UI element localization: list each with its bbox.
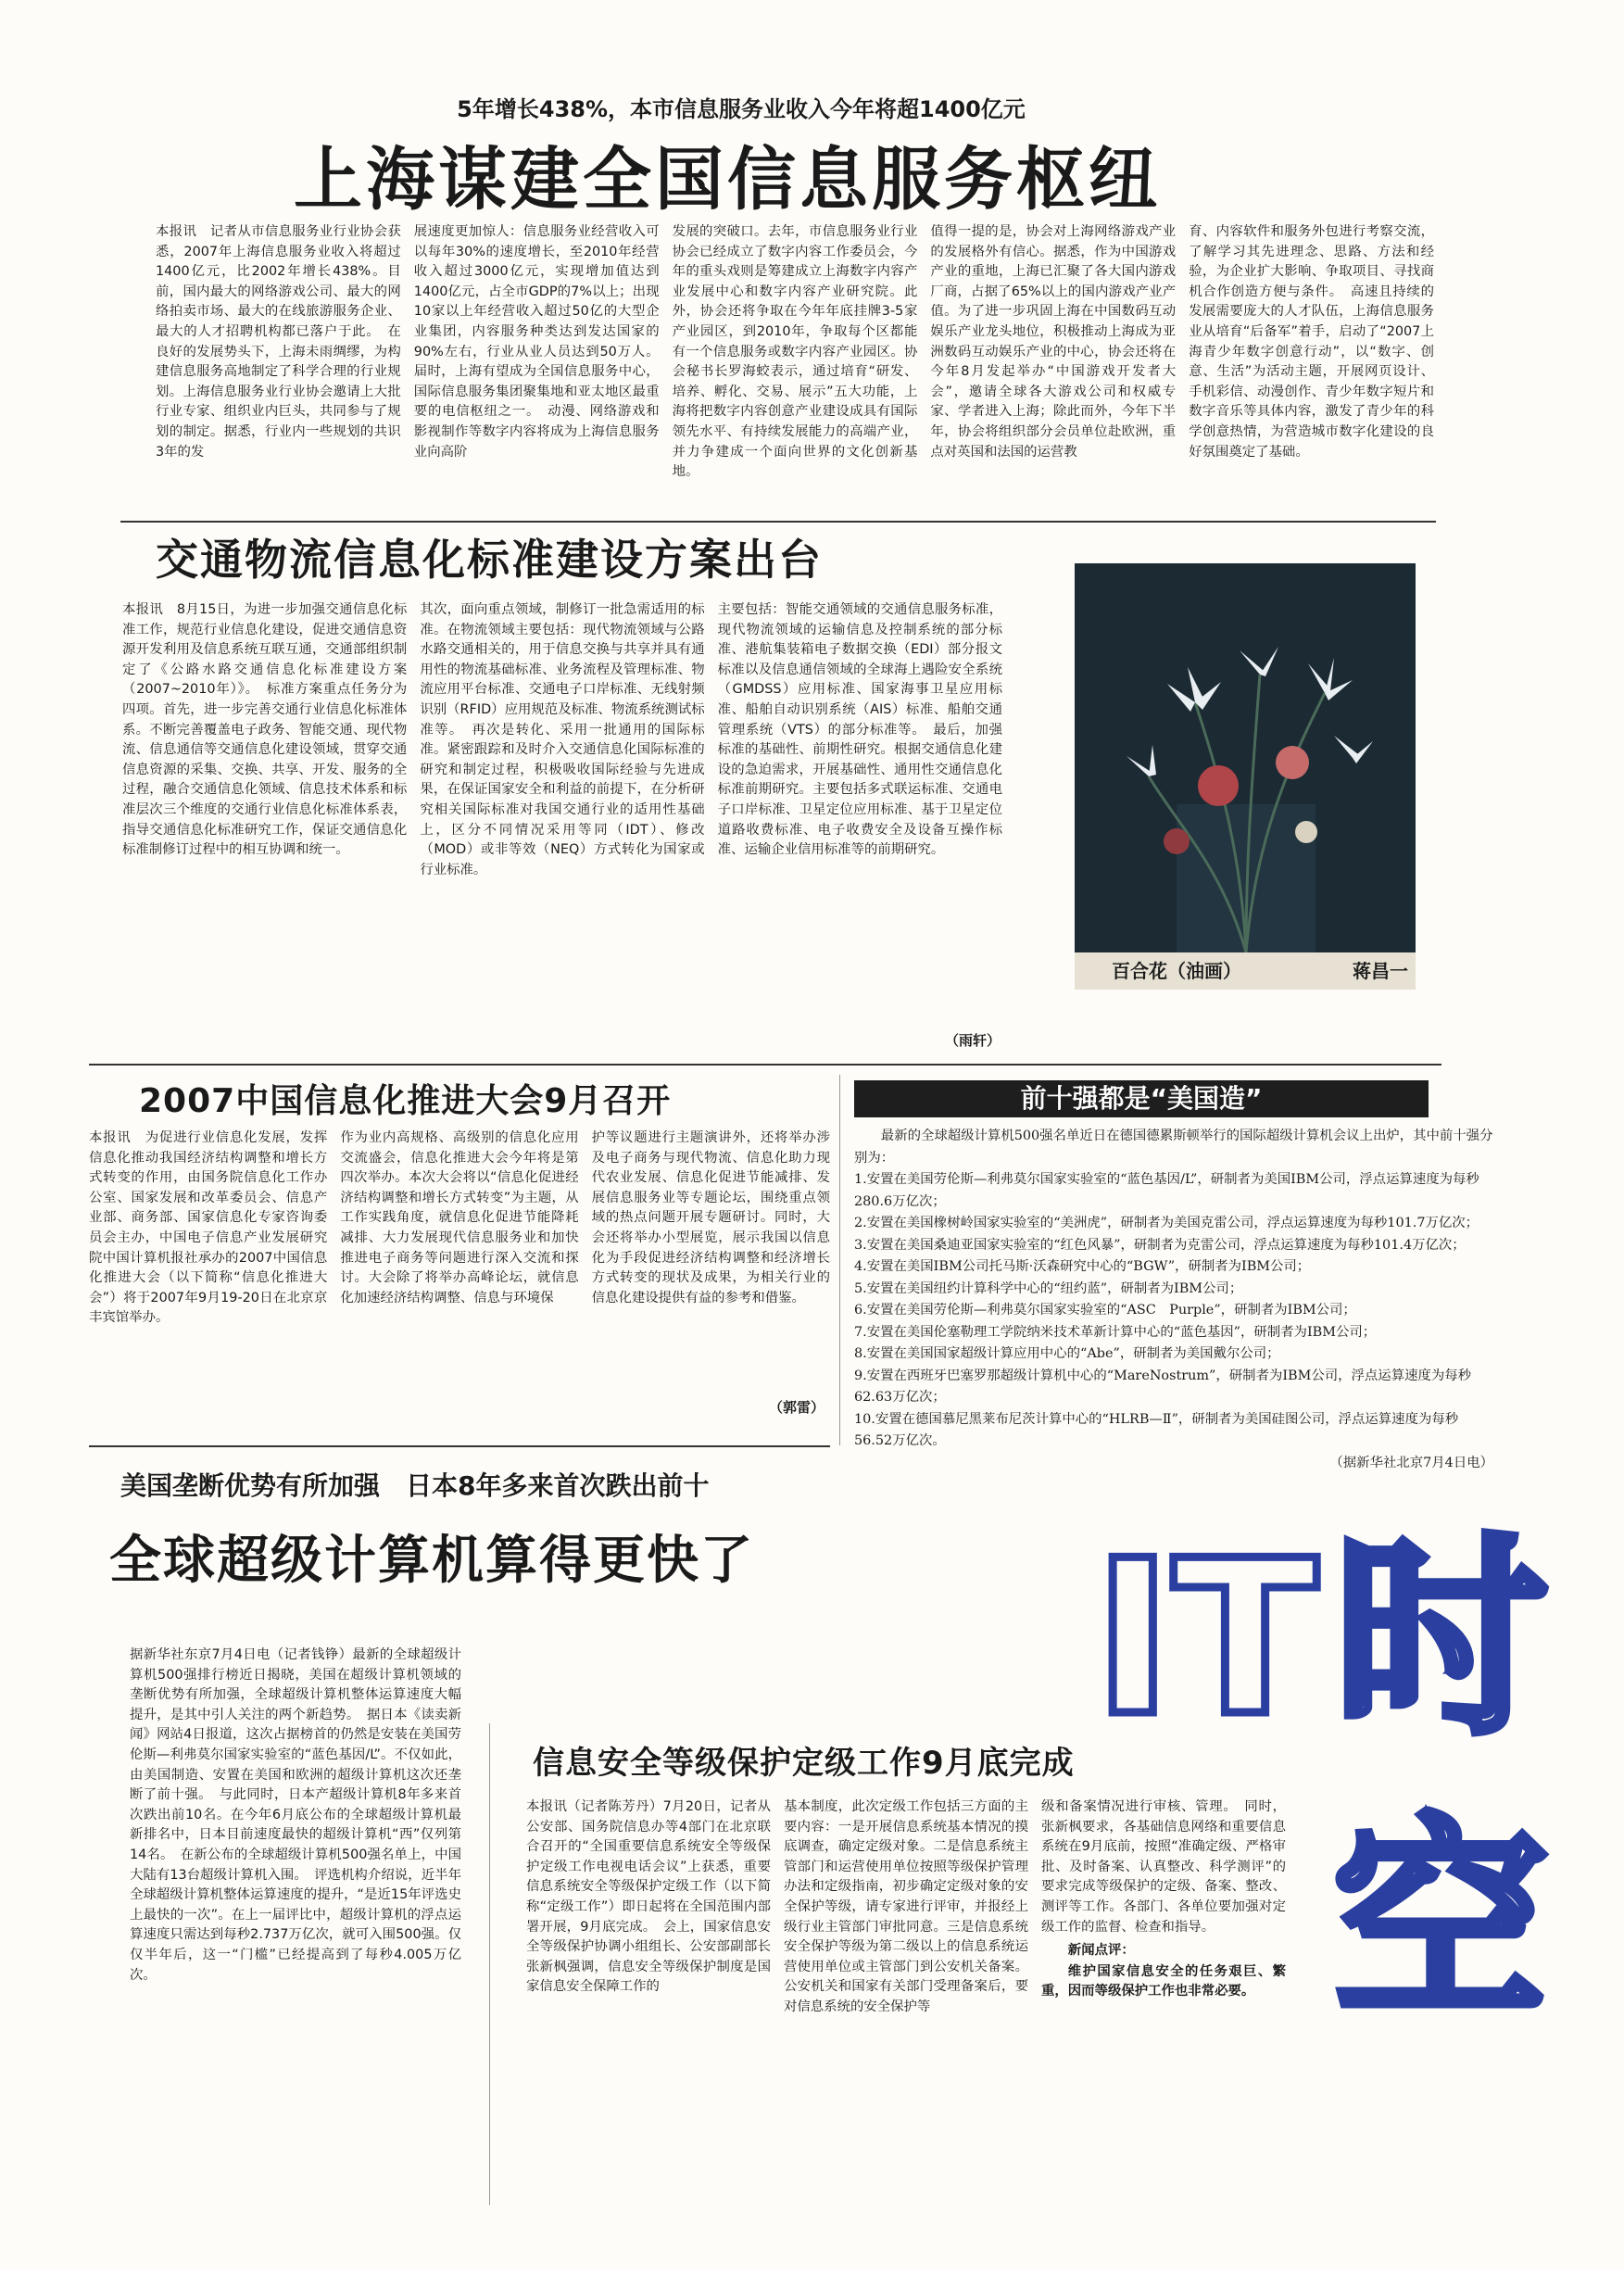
painting-artist: 蒋昌一 [1353,960,1408,982]
top10-item-8: 8.安置在美国国家超级计算应用中心的“Abe”，研制者为美国戴尔公司； [854,1346,1280,1361]
lily-painting-art [1075,563,1416,990]
article5-note-label: 新闻点评： [1067,1943,1135,1959]
article4-body: 据新华社东京7月4日电（记者钱铮）最新的全球超级计算机500强排行榜近日揭晓，美国在超级计算机领域的垄断优势有所加强，全球超级计算机整体运算速度大幅提升，是其中引人关注的两个新趋势。 据日本《读卖新闻》网站4日报道，这次占据榜首的仍然是安装在美国劳伦斯—利弗莫尔国家实验室的“蓝色基因/L”。不仅如此，由美国制造、安置在美国和欧洲的超级计算机这次还垄断了前十强。 与此同时，日本产超级计算机8年多来首次跌出前10名。在今年6月底公布的全球超级计算机最新排名中，日本目前速度最快的超级计算机“西”仅列第14名。 在新公布的全球超级计算机500强名单上，中国大陆有13台超级计算机入围。 评选机构介绍说，近半年全球超级计算机整体运算速度的提升，“是近15年评选史上最快的一次”。在上一届评比中，超级计算机的浮点运算速度只需达到每秒2.737万亿次，就可入围500强。仅仅半年后，这一“门槛”已经提高到了每秒4.005万亿次。 [130,1647,461,1983]
article5-body [526,1797,1286,2205]
lily-painting [1075,563,1416,990]
article3-col-3: 护等议题进行主题演讲外，还将举办涉及电子商务与现代物流、信息化助力现代农业发展、信息化促进节能减排、发展信息服务业等专题论坛，围绕重点领域的热点问题开展专题研讨。同时，大会还将举办小型展览，展示我国以信息化为手段促进经济结构调整和经济增长方式转变的现状及成果，为相关行业的信息化建设提供有益的参考和借鉴。 [591,1130,830,1305]
article2-col-1: 本报讯 8月15日，为进一步加强交通信息化标准工作，规范行业信息化建设，促进交通信息资源开发利用及信息系统互联互通，交通部组织制定了《公路水路交通信息化标准建设方案（2007~2010年）》。 标准方案重点任务分为四项。首先，进一步完善交通行业信息化标准体系。不断完善覆盖电子政务、智能交通、现代物流、信息通信等交通信息化建设领域，贯穿交通信息资源的采集、交换、共享、开发、服务的全过程，融合交通信息化领域、信息技术体系和标准层次三个维度的交通行业信息化标准体系表，指导交通信息化标准研究工作，保证交通信息化标准制修订过程中的相互协调和统一。 [122,602,408,858]
article3-col-1: 本报讯 为促进行业信息化发展，发挥信息化推动我国经济结构调整和增长方式转变的作用，由国务院信息化工作办公室、国家发展和改革委员会、信息产业部、商务部、国家信息化专家咨询委员会主办，中国电子信息产业发展研究院中国计算机报社承办的2007中国信息化推进大会（以下简称“信息化推进大会”）将于2007年9月19-20日在北京京丰宾馆举办。 [89,1130,328,1326]
top10-item-9: 9.安置在西班牙巴塞罗那超级计算机中心的“MareNostrum”，研制者为IBM公司，浮点运算速度为每秒62.63万亿次； [854,1368,1472,1405]
divider-article1 [120,521,1436,523]
top10-item-1: 1.安置在美国劳伦斯—利弗莫尔国家实验室的“蓝色基因/L”，研制者为美国IBM公司，浮点运算速度为每秒280.6万亿次； [854,1172,1479,1209]
top10-source: （据新华社北京7月4日电） [1329,1455,1493,1470]
top10-intro: 最新的全球超级计算机500强名单近日在德国德累斯顿举行的国际超级计算机会议上出炉，其中前十强分别为： [854,1129,1493,1166]
top10-item-10: 10.安置在德国慕尼黑莱布尼茨计算中心的“HLRB—Ⅱ”，研制者为美国硅图公司，浮点运算速度为每秒56.52万亿次。 [854,1411,1459,1448]
article1-col-2: 展速度更加惊人：信息服务业经营收入可以每年30%的速度增长，至2010年经营收入超过3000亿元，实现增加值达到1400亿元，占全市GDP的7%以上；出现10家以上年经营收入超过50亿的大型企业集团，内容服务种类达到发达国家的90%左右，行业从业人员达到50万人。届时，上海有望成为全国信息服务中心，国际信息服务集团聚集地和亚太地区最重要的电信枢纽之一。 动漫、网络游戏和影视制作等数字内容将成为上海信息服务业向高阶 [413,224,660,460]
article2-col-3: 主要包括：智能交通领域的交通信息服务标准，现代物流领域的运输信息及控制系统的部分标准、港航集装箱电子数据交换（EDI）部分报文标准以及信息通信领域的全球海上遇险安全系统（GMDSS）应用标准、国家海事卫星应用标准、船舶自动识别系统（AIS）标准、船舶交通管理系统（VTS）的部分标准等。 最后，加强标准的基础性、前期性研究。根据交通信息化建设的急迫需求，开展基础性、通用性交通信息化标准前期研究。主要包括多式联运标准、交通电子口岸标准、卫星定位应用标准、基于卫星定位道路收费标准、电子收费安全及设备互操作标准、运输企业信用标准等的前期研究。 [717,602,1002,858]
article3-body [89,1129,830,1418]
article4-title: 全球超级计算机算得更快了 [109,1531,754,1591]
article2-body [122,600,1002,1045]
top10-item-6: 6.安置在美国劳伦斯—利弗莫尔国家实验室的“ASC Purple”，研制者为IBM公司； [854,1303,1356,1318]
top10-item-7: 7.安置在美国伦塞勒理工学院纳米技术革新计算中心的“蓝色基因”，研制者为IBM公司； [854,1324,1377,1340]
divider-sidebar [839,1075,840,1445]
section-label-shi: 时 [1334,1516,1548,1763]
article5-title: 信息安全等级保护定级工作9月底完成 [533,1745,1075,1782]
painting-caption-row [1112,956,1408,983]
article5-col-3 [1041,1797,1286,2205]
article5-note: 维护国家信息安全的任务艰巨、繁重，因而等级保护工作也非常必要。 [1041,1962,1286,1999]
article4-kicker: 美国垄断优势有所加强 日本8年多来首次跌出前十 [120,1470,710,1501]
top10-banner: 前十强都是“美国造” [854,1080,1429,1117]
article3-title: 2007中国信息化推进大会9月召开 [139,1082,672,1120]
divider-article4 [489,1723,490,2205]
article1-col-5: 育、内容软件和服务外包进行考察交流，了解学习其先进理念、思路、方法和经验，为企业扩大影响、争取项目、寻找商机合作创造方便与条件。 高速且持续的发展需要庞大的人才队伍，上海信息服务业从培育“后备军”着手，启动了“2007上海青少年数字创意行动”，以“数字、创意、生活”为活动主题，开展网页设计、手机彩信、动漫创作、青少年数字短片和数字音乐等具体内容，激发了青少年的科学创意热情，为营造城市数字化建设的良好氛围奠定了基础。 [1189,224,1434,460]
article1-kicker: 5年增长438%，本市信息服务业收入今年将超1400亿元 [457,96,1026,122]
section-label-it: IT [1093,1516,1318,1763]
article2-col-2: 其次，面向重点领域，制修订一批急需适用的标准。在物流领域主要包括：现代物流领域与公路水路交通相关的，用于信息交换与共享并具有通用性的物流基础标准、业务流程及管理标准、物流应用平台标准、交通电子口岸标准、无线射频识别（RFID）应用规范及标准、物流系统测试标准等。 再次是转化、采用一批通用的国际标准。紧密跟踪和及时介入交通信息化国际标准的研究和制定过程，积极吸收国际经验与先进成果，在保证国家安全和利益的前提下，在分析研究相关国际标准对我国交通行业的适用性基础上，区分不同情况采用等同（IDT）、修改（MOD）或非等效（NEQ）方式转化为国家或行业标准。 [420,602,705,877]
section-label-kong: 空 [1334,1798,1548,2046]
top10-list [854,1126,1493,1474]
article1-title: 上海谋建全国信息服务枢纽 [294,140,1161,220]
article1-body [156,222,1434,523]
top10-item-3: 3.安置在美国桑迪亚国家实验室的“红色风暴”，研制者为克雷公司，浮点运算速度为每秒101.4万亿次； [854,1237,1466,1253]
article3-col-2: 作为业内高规格、高级别的信息化应用交流盛会，信息化推进大会今年将是第四次举办。本次大会将以“信息化促进经济结构调整和增长方式转变”为主题，从工作实践角度，就信息化促进节能降耗减排、大力发展现代信息服务业和加快推进电子商务等问题进行深入交流和探讨。大会除了将举办高峰论坛，就信息化加速经济结构调整、信息与环境保 [340,1130,579,1305]
article1-col-3: 发展的突破口。去年，市信息服务业行业协会已经成立了数字内容工作委员会，今年的重头戏则是筹建成立上海数字内容产业发展中心和数字内容产业研究院。此外，协会还将争取在今年年底挂牌3-5家产业园区，到2010年，争取每个区都能有一个信息服务或数字内容产业园区。协会秘书长罗海蛟表示，通过培育“研发、培养、孵化、交易、展示”五大功能，上海将把数字内容创意产业建设成具有国际领先水平、有持续发展能力的高端产业，并力争建成一个面向世界的文化创新基地。 [672,224,918,480]
top10-item-4: 4.安置在美国IBM公司托马斯·沃森研究中心的“BGW”，研制者为IBM公司； [854,1259,1311,1274]
divider-article3 [89,1445,830,1447]
article5-col-3-text: 级和备案情况进行审核、管理。 同时，张新枫要求，各基础信息网络和重要信息系统在9月底前，按照“准确定级、严格审批、及时备案、认真整改、科学测评”的要求完成等级保护的定级、备案、整改、测评等工作。各部门、各单位要加强对定级工作的监督、检查和指导。 [1041,1799,1286,1935]
article2-title: 交通物流信息化标准建设方案出台 [156,535,823,585]
divider-article2 [89,1064,1441,1066]
article3-signature: （郭雷） [768,1399,825,1416]
article2-signature: （雨轩） [944,1032,1001,1049]
top10-item-2: 2.安置在美国橡树岭国家实验室的“美洲虎”，研制者为美国克雷公司，浮点运算速度为每秒101.7万亿次； [854,1216,1479,1230]
article5-col-1: 本报讯（记者陈芳丹）7月20日，记者从公安部、国务院信息办等4部门在北京联合召开的“全国重要信息系统安全等级保护定级工作电视电话会议”上获悉，重要信息系统安全等级保护定级工作（以下简称“定级工作”）即日起将在全国范围内部署开展，9月底完成。 会上，国家信息安全等级保护协调小组组长、公安部副部长张新枫强调，信息安全等级保护制度是国家信息安全保障工作的 [526,1799,771,1995]
top10-item-5: 5.安置在美国纽约计算科学中心的“纽约蓝”，研制者为IBM公司； [854,1280,1243,1296]
article5-col-2: 基本制度，此次定级工作包括三方面的主要内容：一是开展信息系统基本情况的摸底调查，确定定级对象。二是信息系统主管部门和运营使用单位按照等级保护管理办法和定级指南，初步确定定级对象的安全保护等级，请专家进行评审，并报经上级行业主管部门审批同意。三是信息系统安全保护等级为第二级以上的信息系统运营使用单位或主管部门到公安机关备案。公安机关和国家有关部门受理备案后，要对信息系统的安全保护等 [784,1799,1028,2014]
article1-col-1: 本报讯 记者从市信息服务业行业协会获悉，2007年上海信息服务业收入将超过1400亿元，比2002年增长438%。目前，国内最大的网络游戏公司、最大的网络拍卖市场、最大的在线旅游服务企业、最大的人才招聘机构都已落户于此。 在良好的发展势头下，上海未雨绸缪，为构建信息服务高地制定了科学合理的行业规划。上海信息服务业行业协会邀请上大批行业专家、组织业内巨头，共同参与了规划的制定。据悉，行业内一些规划的共识3年的发 [156,224,401,460]
article1-col-4: 值得一提的是，协会对上海网络游戏产业的发展格外有信心。据悉，作为中国游戏产业的重地，上海已汇聚了各大国内游戏厂商，占据了65%以上的国内游戏产业产值。为了进一步巩固上海在中国数码互动娱乐产业龙头地位，积极推动上海成为亚洲数码互动娱乐产业的中心，协会还将在今年8月发起举办“中国游戏开发者大会”，邀请全球各大游戏公司和权威专家、学者进入上海；除此而外，今年下半年，协会将组织部分会员单位赴欧洲，重点对英国和法国的运营教 [930,224,1177,460]
painting-caption: 百合花（油画） [1112,960,1241,982]
